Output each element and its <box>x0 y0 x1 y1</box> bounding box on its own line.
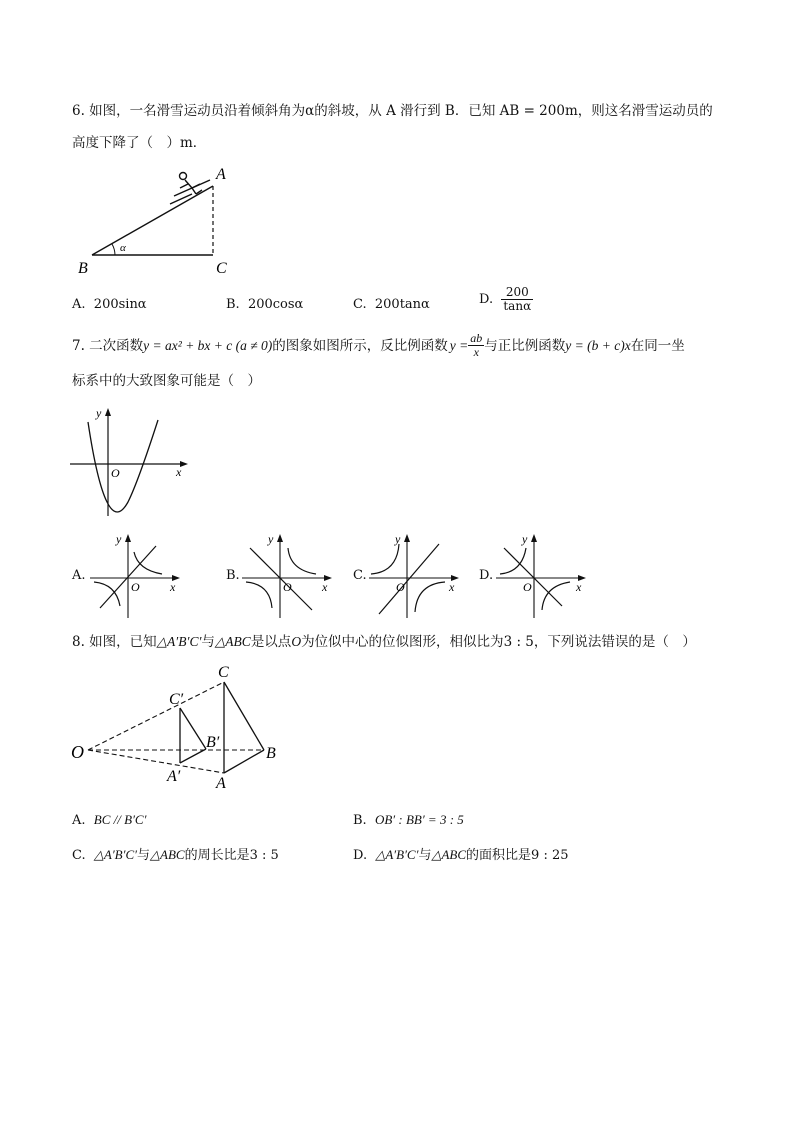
svg-text:x: x <box>576 580 582 594</box>
label-A: A <box>216 775 226 792</box>
svg-text:O: O <box>523 580 532 594</box>
q7-stem-line1: 7. 二次函数 y = ax² + bx + c (a ≠ 0) 的图象如图所示，反比例函数 y = $\frac{ab}{x}$ 与正比例函数 y = (b + c)x 在同一坐 <box>72 331 685 359</box>
q7-option-c-label[interactable]: C. <box>353 568 367 583</box>
label-C-prime: C′ <box>169 691 184 708</box>
q7-option-d-graph[interactable] <box>492 530 592 620</box>
fraction-ab-x: $\frac{ab}{x}$ <box>470 331 483 359</box>
label-C: C <box>218 664 229 681</box>
label-C: C <box>216 260 227 277</box>
q8-option-c[interactable]: C. △A′B′C′与△ABC的周长比是3 : 5 <box>72 847 279 863</box>
label-alpha: α <box>120 242 126 254</box>
label-O: O <box>71 742 84 762</box>
svg-text:y: y <box>395 532 401 546</box>
svg-text:y: y <box>268 532 274 546</box>
q7-option-c-graph[interactable] <box>365 530 465 620</box>
q6-stem-line1: 6. 如图，一名滑雪运动员沿着倾斜角为α的斜坡，从 A 滑行到 B．已知 AB = 200m，则这名滑雪运动员的 <box>72 103 713 119</box>
axis-y: y <box>96 406 102 420</box>
q7-parabola-graph <box>66 402 196 522</box>
q7-option-b-graph[interactable] <box>238 530 338 620</box>
q7-option-b-label[interactable]: B. <box>226 568 240 583</box>
q7-option-d-label[interactable]: D. <box>479 568 494 583</box>
q6-option-b[interactable]: B. 200cosα <box>226 297 304 312</box>
svg-text:x: x <box>322 580 328 594</box>
fraction-200-tan: $\frac{200}{\tan\alpha}$ <box>503 285 532 313</box>
q7-option-a-label[interactable]: A. <box>72 568 86 583</box>
q6-option-c[interactable]: C. 200tanα <box>353 297 430 312</box>
svg-text:O: O <box>283 580 292 594</box>
q8-option-a[interactable]: A. BC // B′C′ <box>72 812 147 828</box>
q8-stem: 8. 如图，已知△A′B′C′与△ABC是以点O为位似中心的位似图形，相似比为3 : 5，下列说法错误的是（ ） <box>72 634 696 650</box>
q7-stem-line2: 标系中的大致图象可能是（ ） <box>72 373 261 389</box>
q7-option-a-graph[interactable] <box>86 530 186 620</box>
label-B: B <box>78 260 88 277</box>
label-A-prime: A′ <box>167 768 181 785</box>
quadratic-equation: y = ax² + bx + c (a ≠ 0) <box>143 337 273 353</box>
q8-option-b[interactable]: B. OB′ : BB′ = 3 : 5 <box>353 812 464 828</box>
svg-text:y: y <box>522 532 528 546</box>
q6-stem-line2: 高度下降了（ ）m． <box>72 135 207 151</box>
q6-option-a[interactable]: A. 200sinα <box>72 297 147 312</box>
q8-homothety-figure <box>68 664 298 794</box>
axis-origin: O <box>111 466 120 480</box>
label-A: A <box>216 166 226 183</box>
svg-text:O: O <box>131 580 140 594</box>
svg-text:O: O <box>396 580 405 594</box>
linear-equation: y = (b + c)x <box>565 337 631 353</box>
label-B: B <box>266 745 276 762</box>
q8-option-d[interactable]: D. △A′B′C′与△ABC的面积比是9 : 25 <box>353 847 569 863</box>
axis-x: x <box>176 465 182 479</box>
svg-text:x: x <box>449 580 455 594</box>
q6-slope-figure <box>70 160 250 280</box>
q6-option-d[interactable]: D. $\frac{200}{\tan\alpha}$ <box>479 285 532 313</box>
label-B-prime: B′ <box>206 734 220 751</box>
svg-text:y: y <box>116 532 122 546</box>
svg-text:x: x <box>170 580 176 594</box>
